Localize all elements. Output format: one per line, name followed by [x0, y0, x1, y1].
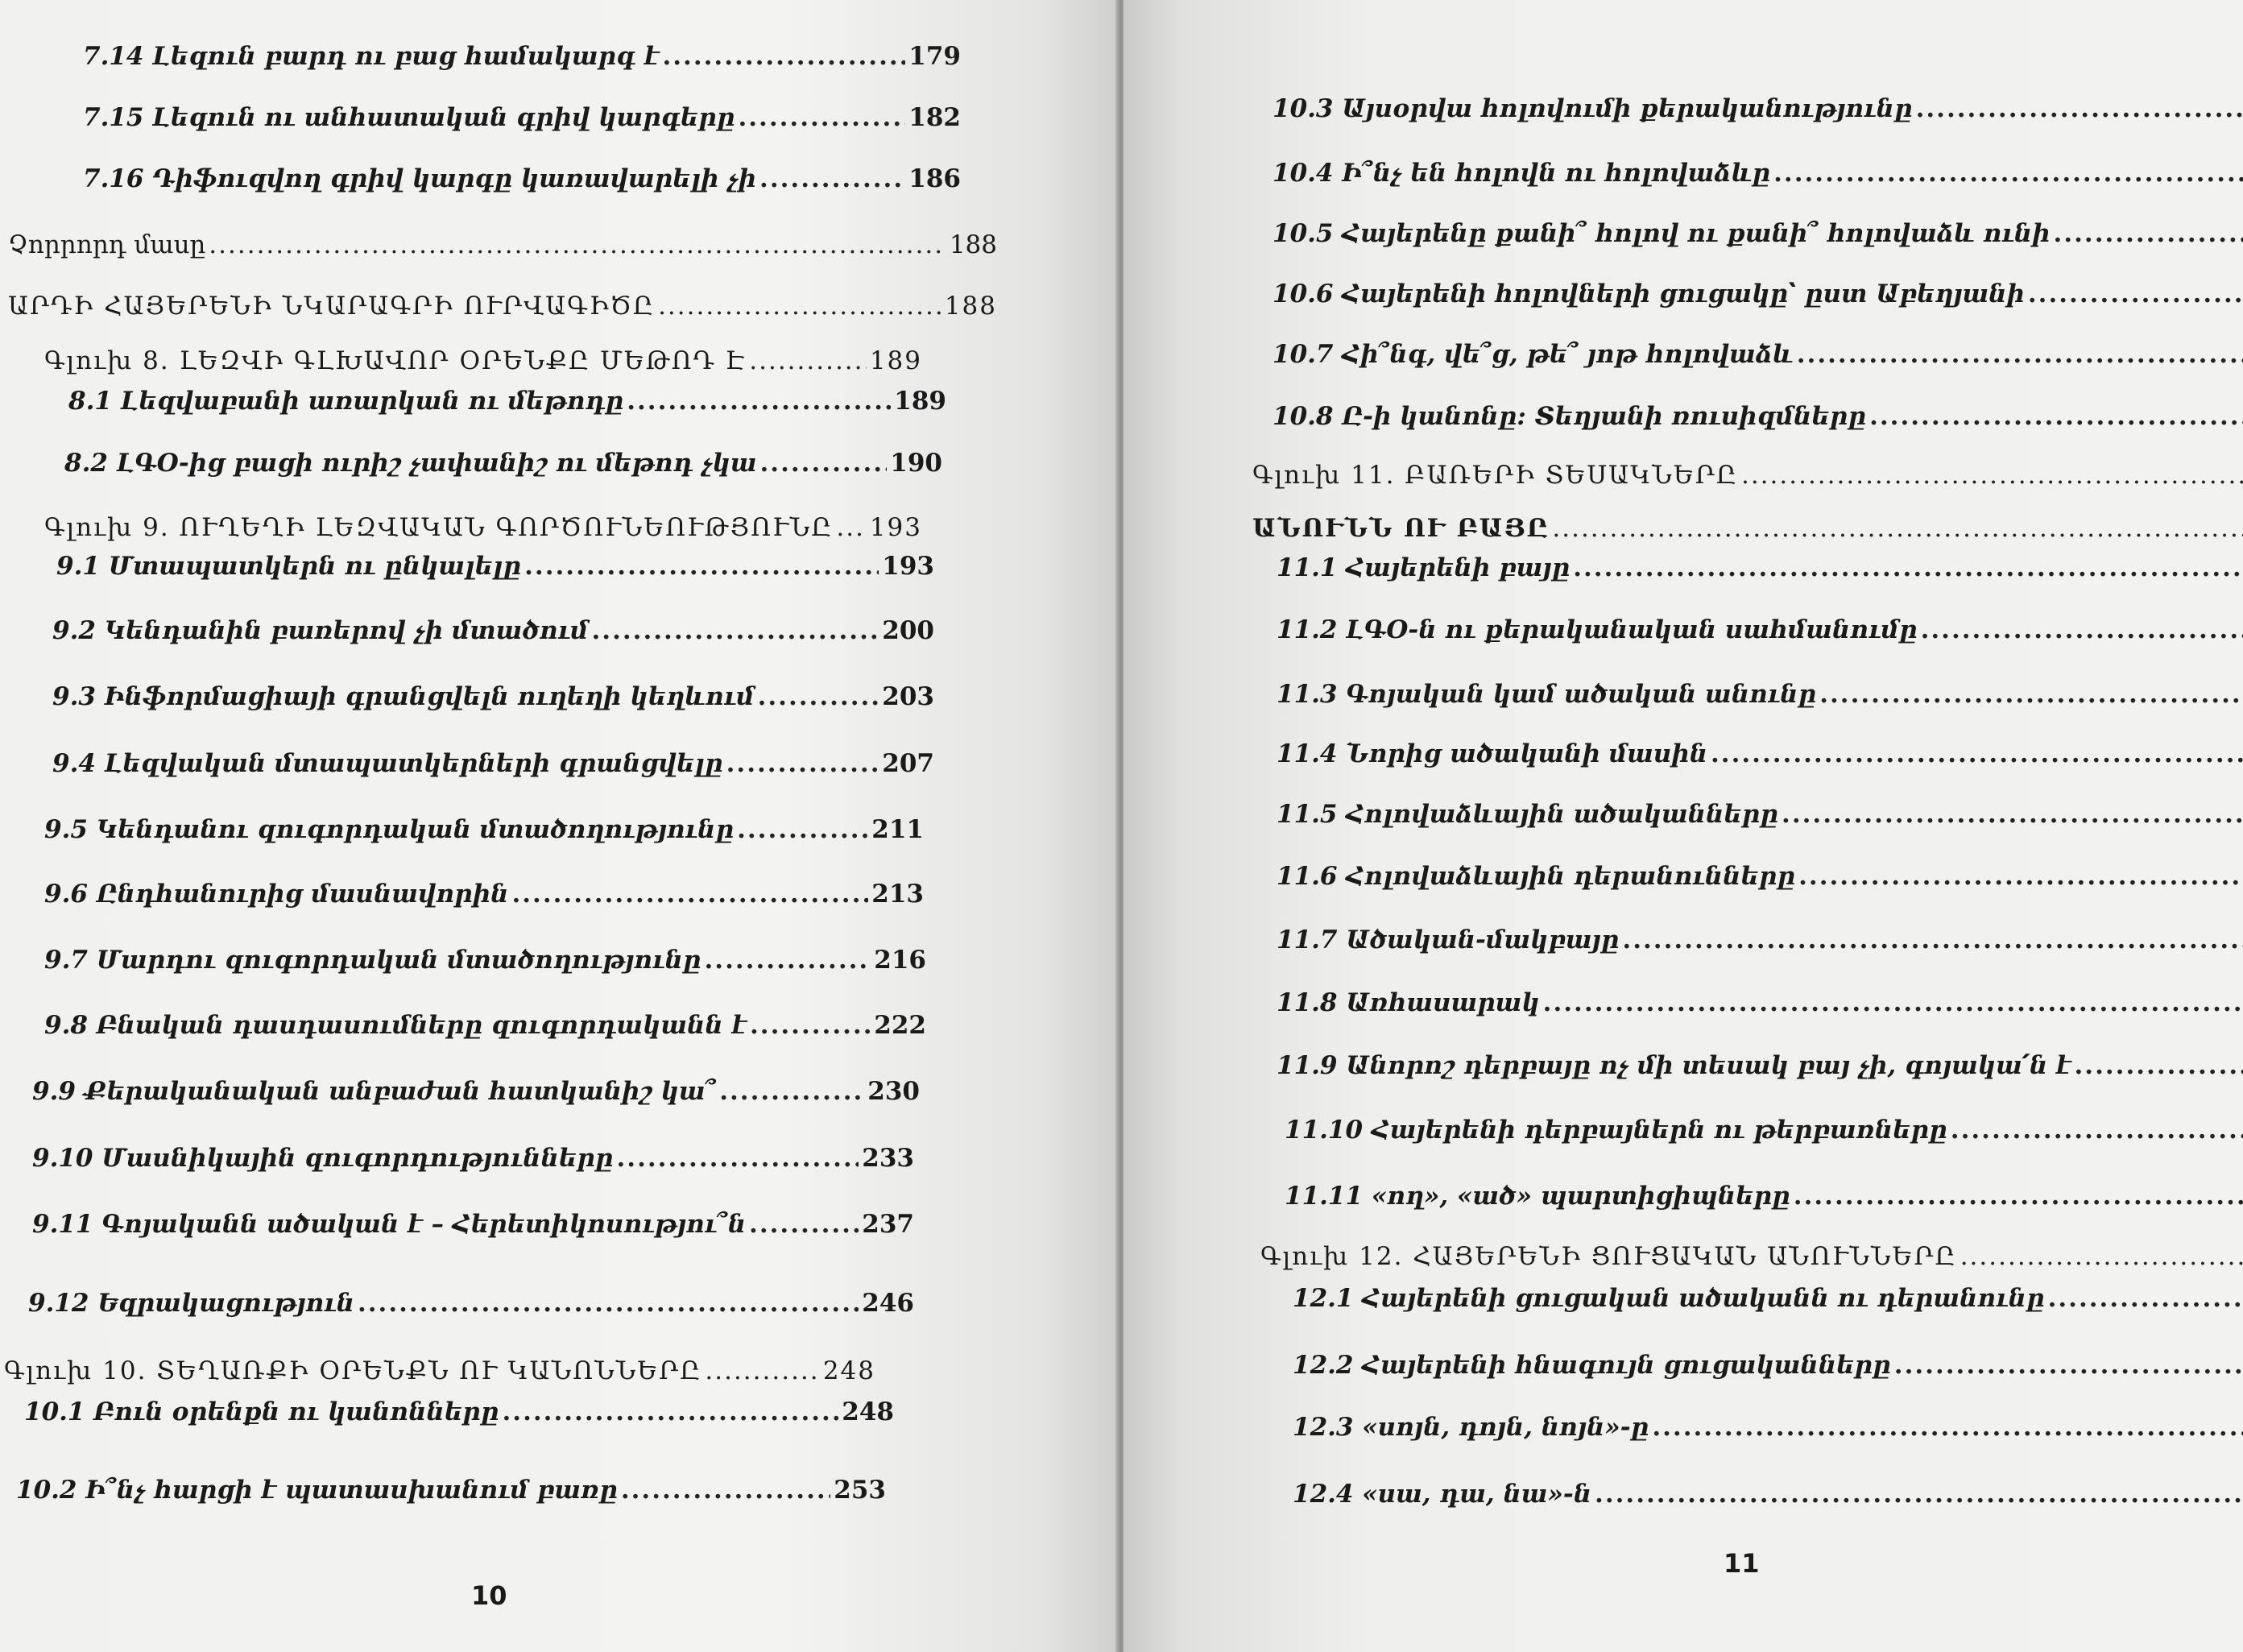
toc-page-number: 203 [882, 682, 934, 711]
dot-leader [1622, 924, 2243, 956]
toc-entry-title: 11.5 Հոլովաձևային ածականները [1277, 800, 1779, 829]
toc-entry [1273, 157, 2243, 189]
toc-entry [1252, 459, 2243, 491]
toc-entry-title: 11.2 ԼԳՕ-ն ու քերականական սահմանումը [1277, 615, 1918, 644]
toc-page-number: 188 [949, 230, 997, 259]
toc-entry-title: 10.8 Ը-ի կանոնը: Տեղյանի ռուսիզմները [1273, 402, 1867, 431]
dot-leader [621, 1474, 830, 1506]
dot-leader [759, 163, 905, 195]
dot-leader [1951, 1114, 2243, 1146]
toc-page-number: 233 [862, 1144, 914, 1173]
toc-page-number: 248 [842, 1397, 894, 1426]
toc-entry-title: 11.9 Անորոշ դերբայը ոչ մի տեսակ բայ չի, գոյակա՛ն է [1277, 1051, 2071, 1080]
toc-entry [44, 345, 922, 377]
toc-entry-title: 9.7 Մարդու զուգորդական մտածողությունը [44, 946, 701, 975]
toc-entry [44, 814, 924, 846]
toc-entry-title: 11.8 Առհասարակ [1277, 988, 1540, 1017]
toc-entry [28, 1287, 914, 1319]
toc-entry [1277, 738, 2243, 770]
toc-entry-title: 10.1 Բուն օրենքն ու կանոնները [24, 1397, 499, 1426]
dot-leader [1797, 338, 2243, 371]
toc-entry-title: 9.11 Գոյականն ածական է – Հերետիկոսությու՞ն [32, 1210, 747, 1239]
toc-entry-title: 8.1 Լեզվաբանի առարկան ու մեթոդը [68, 387, 624, 416]
toc-page-number: 190 [890, 449, 942, 478]
toc-entry [44, 1009, 926, 1041]
toc-entry-title: 12.1 Հայերենի ցուցական ածականն ու դերանունը [1293, 1284, 2045, 1313]
toc-page-number: 207 [882, 749, 934, 778]
dot-leader [617, 1142, 859, 1174]
dot-leader [750, 1009, 871, 1041]
toc-entry-title: 9.8 Բնական դասդասումները զուգորդականն է [44, 1011, 747, 1040]
toc-entry [52, 615, 934, 647]
dot-leader [1782, 798, 2243, 830]
dot-leader [1741, 459, 2243, 491]
dot-leader [627, 385, 891, 417]
toc-entry [44, 878, 924, 910]
dot-leader [705, 944, 871, 976]
toc-entry [1260, 1240, 2243, 1273]
dot-leader [1552, 512, 2243, 544]
toc-entry-title: 12.4 «սա, դա, նա»-ն [1293, 1480, 1592, 1509]
toc-entry-title: 9.12 Եզրակացություն [28, 1289, 354, 1318]
dot-leader [749, 1208, 859, 1240]
toc-entry [8, 290, 997, 322]
toc-page-number: 248 [822, 1356, 875, 1385]
toc-entry-title: 10.7 Հի՞նգ, վե՞ց, թե՞ յոթ հոլովաձև [1273, 340, 1794, 369]
toc-entry-title: 12.3 «սոյն, դոյն, նոյն»-ը [1293, 1413, 1649, 1442]
toc-entry-title: ԱՆՈՒՆՆ ՈՒ ԲԱՅԸ [1252, 514, 1550, 543]
toc-entry-title: 9.3 Ինֆորմացիայի գրանցվելն ուղեղի կեղևում [52, 682, 755, 711]
dot-leader [1916, 93, 2243, 125]
dot-leader [719, 1075, 864, 1108]
toc-entry [44, 511, 922, 544]
dot-leader [358, 1287, 859, 1319]
dot-leader [209, 229, 946, 261]
toc-page-number: 179 [908, 42, 961, 71]
toc-entry-title: 9.5 Կենդանու զուգորդական մտածողությունը [44, 815, 735, 844]
dot-leader [658, 290, 941, 322]
toc-entry [83, 40, 961, 72]
toc-entry [1293, 1411, 2243, 1443]
toc-entry [1277, 614, 2243, 646]
toc-entry [83, 101, 961, 134]
toc-entry-title: 11.1 Հայերենի բայը [1277, 553, 1571, 582]
toc-entry [1277, 987, 2243, 1019]
toc-entry-title: 10.6 Հայերենի հոլովների ցուցակը՝ ըստ Աբեղյանի [1273, 279, 2025, 308]
toc-entry [1277, 552, 2243, 584]
toc-entry-title: 11.3 Գոյական կամ ածական անունը [1277, 680, 1817, 709]
dot-leader [2028, 278, 2243, 310]
toc-entry-title: 8.2 ԼԳՕ-ից բացի ուրիշ չափանիշ ու մեթոդ չկա [64, 449, 757, 478]
dot-leader [1869, 400, 2243, 433]
toc-page-number: 211 [871, 815, 924, 844]
toc-entry-title: 10.2 Ի՞նչ հարցի է պատասխանում բառը [16, 1476, 618, 1505]
toc-entry-title: 7.16 Դիֆուզվող գրիվ կարգը կառավարելի չի [83, 164, 757, 193]
toc-entry [4, 1355, 875, 1387]
toc-entry-title: 12.2 Հայերենի հնագույն ցուցականները [1293, 1351, 1891, 1380]
dot-leader [1543, 987, 2243, 1019]
toc-entry [1293, 1349, 2243, 1381]
toc-entry [16, 1474, 886, 1506]
toc-entry [1277, 678, 2243, 710]
toc-entry [32, 1075, 920, 1108]
dot-leader [738, 101, 905, 134]
toc-page-number: 186 [908, 164, 961, 193]
toc-entry-title: Գլուխ 11. ԲԱՌԵՐԻ ՏԵՍԱԿՆԵՐԸ [1252, 461, 1738, 490]
dot-leader [662, 40, 905, 72]
dot-leader [758, 681, 879, 713]
toc-page-number: 189 [894, 387, 946, 416]
toc-page-number: 222 [874, 1011, 926, 1040]
toc-entry [1285, 1180, 2243, 1212]
left-page [0, 0, 1119, 1652]
toc-entry [1293, 1282, 2243, 1315]
dot-leader [502, 1396, 838, 1428]
dot-leader [726, 747, 879, 780]
toc-entry [64, 447, 942, 479]
toc-entry [1252, 512, 2243, 544]
right-page-number: 11 [1724, 1548, 1760, 1579]
toc-entry-title: 11.6 Հոլովաձևային դերանունները [1277, 862, 1796, 891]
toc-entry-title: 11.10 Հայերենի դերբայներն ու թերբառները [1285, 1116, 1947, 1145]
toc-entry [1273, 400, 2243, 433]
toc-entry-title: 7.14 Լեզուն բարդ ու բաց համակարգ է [83, 42, 660, 71]
right-page [1124, 0, 2243, 1652]
dot-leader [1595, 1478, 2243, 1510]
toc-page-number: 246 [862, 1289, 914, 1318]
toc-entry [8, 229, 997, 261]
toc-entry [1273, 278, 2243, 310]
dot-leader [1652, 1411, 2243, 1443]
toc-page-number: 189 [869, 346, 922, 375]
toc-entry [32, 1208, 914, 1240]
toc-entry-title: 7.15 Լեզուն ու անհատական գրիվ կարգերը [83, 103, 735, 132]
toc-entry [1273, 217, 2243, 250]
dot-leader [511, 878, 868, 910]
dot-leader [760, 447, 888, 479]
toc-entry [1273, 93, 2243, 125]
toc-entry-title: 9.1 Մտապատկերն ու ընկալելը [56, 552, 522, 581]
toc-page-number: 237 [862, 1210, 914, 1239]
toc-entry [1285, 1114, 2243, 1146]
toc-entry-title: 10.4 Ի՞նչ են հոլովն ու հոլովաձևը [1273, 159, 1771, 188]
dot-leader [524, 550, 879, 582]
toc-entry [1277, 1050, 2243, 1082]
toc-page-number: 200 [882, 616, 934, 645]
toc-entry-title: 9.4 Լեզվական մտապատկերների գրանցվելը [52, 749, 723, 778]
left-page-number: 10 [471, 1580, 507, 1611]
dot-leader [1798, 860, 2243, 892]
toc-page-number: 193 [869, 513, 922, 542]
dot-leader [1819, 678, 2243, 710]
dot-leader [591, 615, 879, 647]
toc-entry-title: Գլուխ 9. ՈՒՂԵՂԻ ԼԵԶՎԱԿԱՆ ԳՈՐԾՈՒՆԵՈՒԹՅՈՒՆԸ [44, 513, 834, 542]
toc-entry-title: 10.3 Այսօրվա հոլովումի քերականությունը [1273, 94, 1913, 123]
toc-entry-title: Գլուխ 8. ԼԵԶՎԻ ԳԼԽԱՎՈՐ ՕՐԵՆՔԸ ՄԵԹՈԴ Է [44, 346, 747, 375]
toc-entry-title: 9.2 Կենդանին բառերով չի մտածում [52, 616, 589, 645]
toc-entry [1293, 1478, 2243, 1510]
toc-entry-title: Գլուխ 12. ՀԱՅԵՐԵՆԻ ՑՈՒՑԱԿԱՆ ԱՆՈՒՆՆԵՐԸ [1260, 1242, 1957, 1271]
toc-entry-title: 9.10 Մասնիկային զուգորդությունները [32, 1144, 614, 1173]
toc-entry-title: Գլուխ 10. ՏԵՂԱՌՔԻ ՕՐԵՆՔՆ ՈՒ ԿԱՆՈՆՆԵՐԸ [4, 1356, 702, 1385]
dot-leader [836, 511, 866, 544]
dot-leader [2048, 1282, 2243, 1315]
toc-entry [32, 1142, 914, 1174]
toc-entry [24, 1396, 894, 1428]
dot-leader [1894, 1349, 2243, 1381]
toc-page-number: 253 [834, 1476, 886, 1505]
toc-entry-title: 11.4 Նորից ածականի մասին [1277, 739, 1707, 768]
toc-entry-title: 10.5 Հայերենը քանի՞ հոլով ու քանի՞ հոլովաձև ունի [1273, 219, 2051, 248]
dot-leader [1773, 157, 2243, 189]
toc-page-number: 182 [908, 103, 961, 132]
dot-leader [1921, 614, 2243, 646]
toc-page-number: 193 [882, 552, 934, 581]
toc-entry-title: 9.6 Ընդհանուրից մասնավորին [44, 880, 509, 909]
dot-leader [1794, 1180, 2243, 1212]
toc-page-number: 216 [874, 946, 926, 975]
toc-entry-title: ԱՐԴԻ ՀԱՅԵՐԵՆԻ ՆԿԱՐԱԳՐԻ ՈՒՐՎԱԳԻԾԸ [8, 292, 656, 321]
toc-page-number: 213 [871, 880, 924, 909]
toc-entry [1277, 860, 2243, 892]
toc-entry [1277, 924, 2243, 956]
toc-page-number: 230 [867, 1077, 920, 1106]
dot-leader [2054, 217, 2243, 250]
toc-entry [68, 385, 946, 417]
toc-entry-title: Չորրորդ մասը [8, 230, 206, 259]
dot-leader [749, 345, 867, 377]
dot-leader [737, 814, 868, 846]
dot-leader [2075, 1050, 2243, 1082]
toc-page-number: 188 [944, 292, 997, 321]
toc-entry [52, 747, 934, 780]
toc-entry-title: 11.11 «ող», «ած» պարտիցիպները [1285, 1182, 1790, 1211]
toc-entry [83, 163, 961, 195]
toc-entry-title: 9.9 Քերականական անբաժան հատկանիշ կա՞ [32, 1077, 717, 1106]
dot-leader [1573, 552, 2243, 584]
dot-leader [1960, 1240, 2243, 1273]
toc-entry [56, 550, 934, 582]
dot-leader [1711, 738, 2243, 770]
toc-entry [52, 681, 934, 713]
dot-leader [705, 1355, 819, 1387]
toc-entry [44, 944, 926, 976]
toc-entry-title: 11.7 Ածական-մակբայը [1277, 925, 1620, 954]
toc-entry [1273, 338, 2243, 371]
toc-entry [1277, 798, 2243, 830]
